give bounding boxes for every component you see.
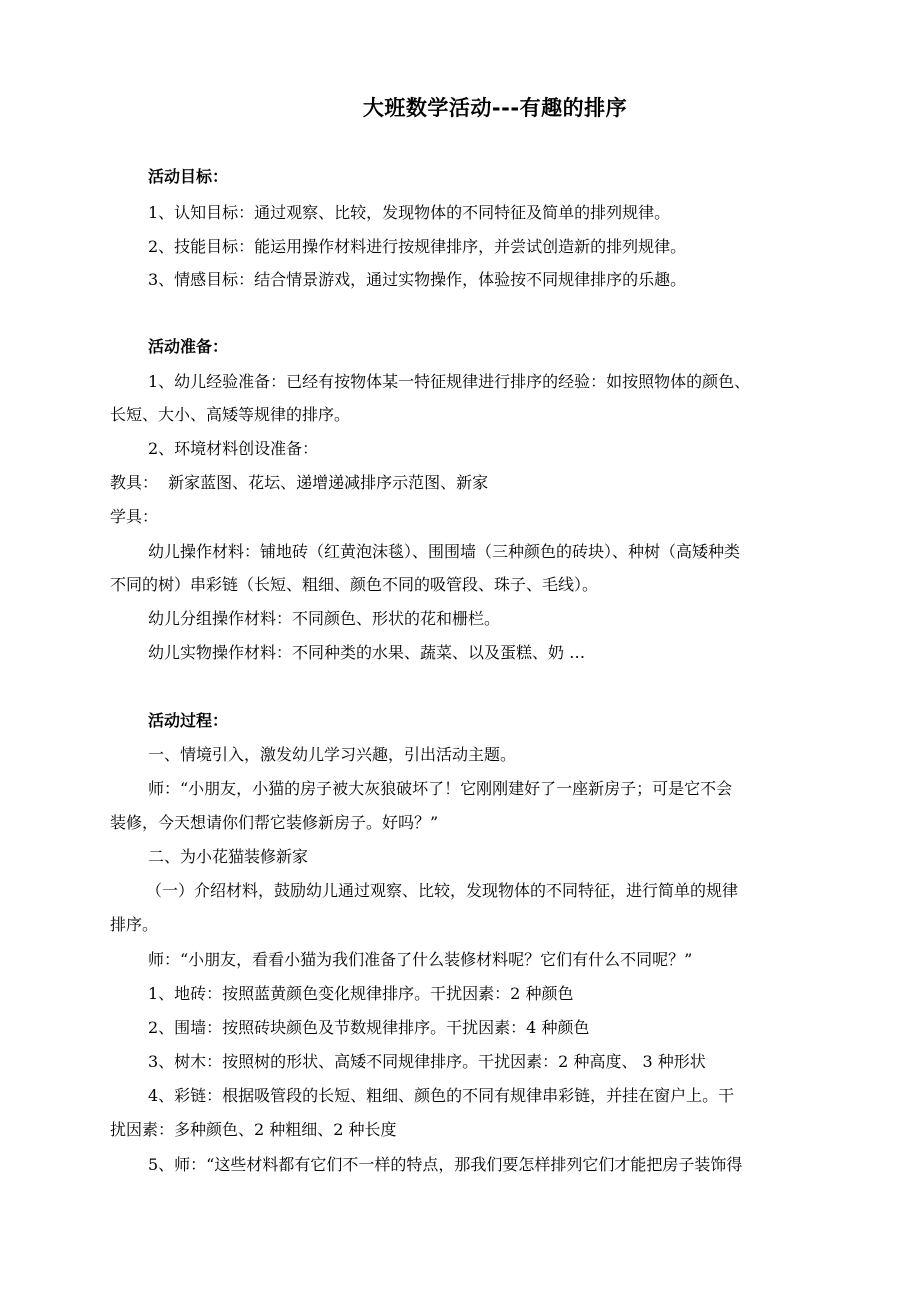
teacher-tools: 教具： 新家蓝图、花坛、递增递减排序示范图、新家: [110, 473, 489, 492]
goals-heading: 活动目标：: [148, 167, 229, 186]
prep-item-1-line2: 长短、大小、高矮等规律的排序。: [110, 405, 351, 424]
material-item-1: 1、地砖：按照蓝黄颜色变化规律排序。干扰因素：2 种颜色: [148, 984, 574, 1003]
goal-item-1: 1、认知目标：通过观察、比较，发现物体的不同特征及简单的排列规律。: [148, 203, 671, 222]
material-item-2: 2、围墙：按照砖块颜色及节数规律排序。干扰因素：4 种颜色: [148, 1018, 590, 1037]
material-1-line2: 不同的树）串彩链（长短、粗细、颜色不同的吸管段、珠子、毛线）。: [110, 575, 599, 594]
teacher-quote-2: 师：“小朋友，看看小猫为我们准备了什么装修材料呢？它们有什么不同呢？”: [148, 950, 693, 969]
teacher-quote-1-line2: 装修，今天想请你们帮它装修新房子。好吗？”: [110, 813, 439, 832]
prep-item-2: 2、环境材料创设准备：: [148, 439, 319, 458]
material-3: 幼儿实物操作材料：不同种类的水果、蔬菜、以及蛋糕、奶 …: [148, 643, 586, 662]
process-step-2a-line1: （一）介绍材料，鼓励幼儿通过观察、比较，发现物体的不同特征，进行简单的规律: [146, 881, 739, 900]
page-title: 大班数学活动---有趣的排序: [362, 96, 628, 120]
prep-item-1-line1: 1、幼儿经验准备：已经有按物体某一特征规律进行排序的经验：如按照物体的颜色、: [148, 372, 751, 391]
process-step-1: 一、情境引入，激发幼儿学习兴趣，引出活动主题。: [148, 745, 517, 764]
prep-heading: 活动准备：: [148, 337, 229, 356]
process-step-2a-line2: 排序。: [110, 915, 159, 934]
goal-item-2: 2、技能目标：能运用操作材料进行按规律排序，并尝试创造新的排列规律。: [148, 237, 687, 256]
teacher-quote-1-line1: 师：“小朋友，小猫的房子被大灰狼破坏了！它刚刚建好了一座新房子；可是它不会: [148, 779, 733, 798]
material-2: 幼儿分组操作材料：不同颜色、形状的花和栅栏。: [148, 609, 501, 628]
material-item-3: 3、树木：按照树的形状、高矮不同规律排序。干扰因素：2 种高度、 3 种形状: [148, 1052, 706, 1071]
material-1-line1: 幼儿操作材料：铺地砖（红黄泡沫毯）、围围墙（三种颜色的砖块）、种树（高矮种类: [148, 542, 741, 561]
process-heading: 活动过程：: [148, 711, 229, 730]
material-item-5-line1: 5、师：“这些材料都有它们不一样的特点，那我们要怎样排列它们才能把房子装饰得: [148, 1155, 743, 1174]
process-step-2: 二、为小花猫装修新家: [148, 847, 309, 866]
student-tools: 学具：: [110, 507, 159, 526]
material-item-4-line1: 4、彩链：根据吸管段的长短、粗细、颜色的不同有规律串彩链，并挂在窗户上。干: [148, 1086, 735, 1105]
goal-item-3: 3、情感目标：结合情景游戏，通过实物操作，体验按不同规律排序的乐趣。: [148, 270, 687, 289]
material-item-4-line2: 扰因素：多种颜色、2 种粗细、2 种长度: [110, 1120, 397, 1139]
